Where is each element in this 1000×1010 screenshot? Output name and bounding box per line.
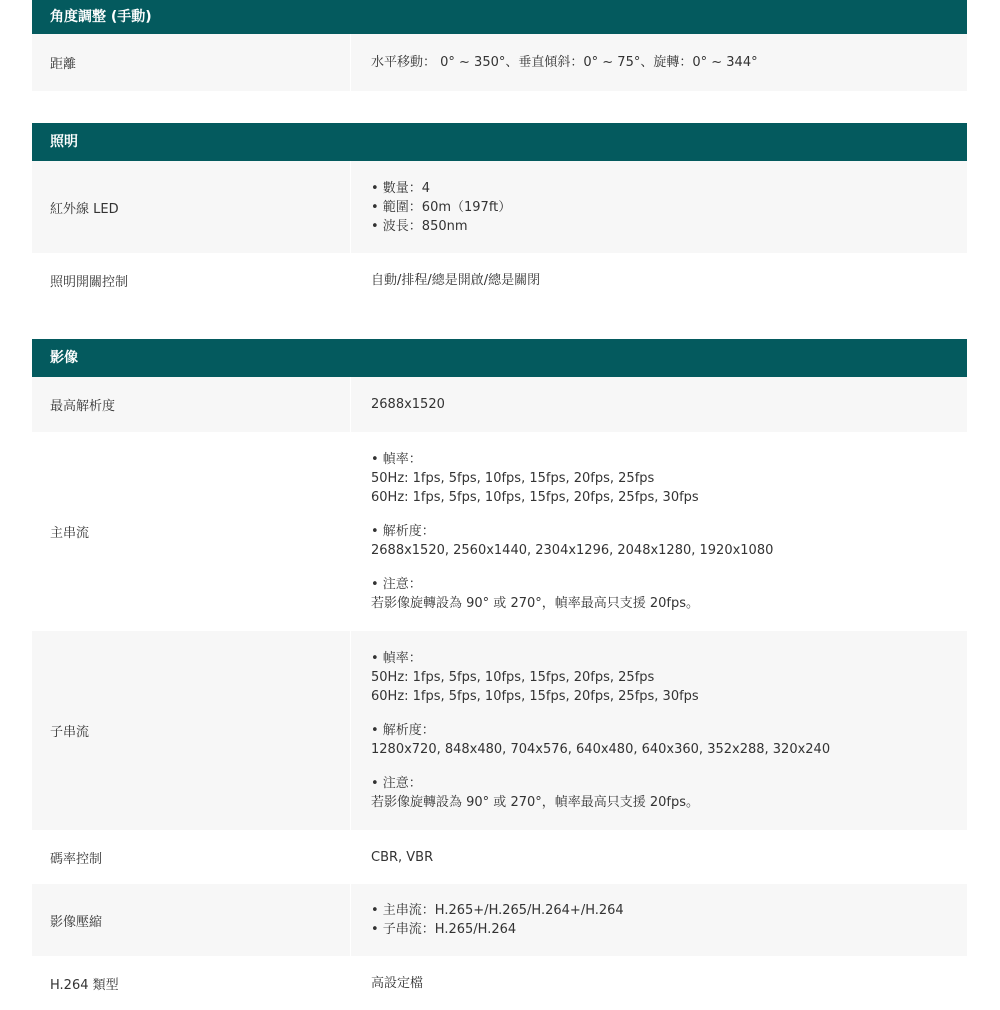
- table-row-video-compression: [32, 884, 967, 956]
- section-header-video: 影像: [32, 339, 967, 377]
- value-text: 2688x1520: [371, 397, 445, 412]
- value-text: CBR, VBR: [371, 849, 434, 865]
- table-row-light-control: [32, 253, 967, 307]
- value-line: 2688x1520, 2560x1440, 2304x1296, 2048x1280, 1920x1080: [371, 543, 774, 558]
- row-value: [350, 631, 967, 830]
- value-text: 高設定檔: [371, 975, 424, 991]
- value-line: 50Hz: 1fps, 5fps, 10fps, 15fps, 20fps, 25fps: [371, 471, 655, 486]
- row-value: [350, 884, 967, 956]
- row-label: 紅外線 LED: [50, 201, 119, 217]
- value-line: • 解析度：: [371, 524, 435, 539]
- value-block-framerate: [371, 649, 967, 706]
- section-gap: [32, 307, 967, 339]
- value-line: • 注意：: [371, 577, 422, 592]
- value-line: 60Hz: 1fps, 5fps, 10fps, 15fps, 20fps, 25fps, 30fps: [371, 490, 699, 505]
- row-value: [350, 956, 967, 1010]
- row-label: 子串流: [50, 725, 90, 740]
- value-line: • 範圍：60m（197ft）: [371, 199, 512, 215]
- row-label: 主串流: [50, 526, 90, 541]
- value-line: • 數量：4: [371, 180, 431, 196]
- value-line: • 波長：850nm: [371, 218, 468, 234]
- row-value: [350, 830, 967, 884]
- row-value: [350, 161, 967, 253]
- row-value: [350, 34, 967, 91]
- row-label: 碼率控制: [50, 851, 103, 867]
- value-line: 50Hz: 1fps, 5fps, 10fps, 15fps, 20fps, 25fps: [371, 670, 655, 685]
- value-block-resolution: [371, 522, 967, 560]
- table-row-h264-profile: [32, 956, 967, 1010]
- row-value: [350, 377, 967, 432]
- spec-table: [32, 0, 967, 1010]
- table-row-max-resolution: [32, 377, 967, 432]
- value-line: 若影像旋轉設為 90° 或 270°，幀率最高只支援 20fps。: [371, 596, 700, 611]
- value-block-note: [371, 774, 967, 812]
- value-line: • 注意：: [371, 776, 422, 791]
- row-label: 照明開關控制: [50, 274, 129, 290]
- section-header-angle: 角度調整 (手動): [32, 0, 967, 34]
- table-row-main-stream: [32, 432, 967, 631]
- value-line: 60Hz: 1fps, 5fps, 10fps, 15fps, 20fps, 25fps, 30fps: [371, 689, 699, 704]
- value-line: • 幀率：: [371, 452, 422, 467]
- row-value: [350, 432, 967, 631]
- value-line: • 幀率：: [371, 651, 422, 666]
- row-label: H.264 類型: [50, 977, 119, 993]
- table-row-bitrate-control: [32, 830, 967, 884]
- value-block-framerate: [371, 450, 967, 507]
- table-row-sub-stream: [32, 631, 967, 830]
- value-text: 自動/排程/總是開啟/總是關閉: [371, 272, 541, 288]
- value-text: 水平移動： 0° ~ 350°、垂直傾斜：0° ~ 75°、旋轉：0° ~ 344°: [371, 55, 758, 70]
- value-line: • 子串流：H.265/H.264: [371, 922, 517, 937]
- section-header-lighting: 照明: [32, 123, 967, 161]
- table-row-ir-led: [32, 161, 967, 253]
- value-line: 若影像旋轉設為 90° 或 270°，幀率最高只支援 20fps。: [371, 795, 700, 810]
- row-label: 影像壓縮: [50, 914, 103, 930]
- value-line: • 主串流：H.265+/H.265/H.264+/H.264: [371, 903, 624, 918]
- value-line: 1280x720, 848x480, 704x576, 640x480, 640x360, 352x288, 320x240: [371, 742, 831, 757]
- row-value: [350, 253, 967, 307]
- value-line: • 解析度：: [371, 723, 435, 738]
- value-block-resolution: [371, 721, 967, 759]
- value-block-note: [371, 575, 967, 613]
- row-label: 距離: [50, 57, 77, 72]
- table-row-distance: [32, 34, 967, 91]
- row-label: 最高解析度: [50, 399, 116, 414]
- section-gap: [32, 91, 967, 123]
